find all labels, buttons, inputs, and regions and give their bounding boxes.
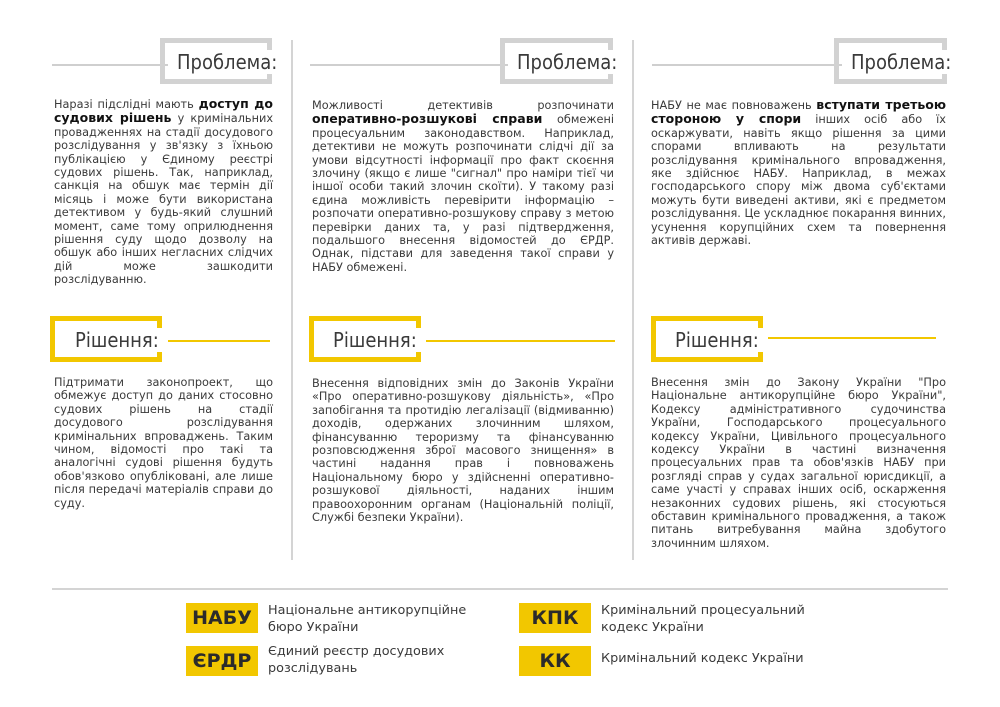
solution-text: Внесення відповідних змін до Законів України «Про оперативно-розшукову діяльність», «Про запобігання та протидію легалізації (відмиванню) доходів, одержаних злочинним шляхом, фінансуванню тероризму та фінансуванню розповсюдження зброї масового знищення» в частині надання прав і повноважень Національному бюро у здійсненні оперативно-розшукової діяльності, наданих іншим правоохоронним органам (Національній поліції, Службі безпеки України).: [312, 377, 614, 525]
abbr-description: Єдиний реєстр досудових розслідувань: [268, 644, 445, 676]
abbr-badge: НАБУ: [186, 603, 258, 633]
solution-heading: Рішення:: [324, 328, 426, 352]
problem-highlight: оперативно-розшукові справи: [312, 111, 543, 127]
solution-text: Внесення змін до Закону України "Про Національне антикорупційне бюро України", Кодексу адміністративного судочинства України, Господарського процесуального кодексу України, Цивільного процесуального кодексу України в частині визначення процесуальних прав та обов'язків НАБУ при розгляді справ у судах загальної юрисдикції, а саме участі у справах інших осіб, оскарження незаконних судових рішень, які стосуються обставин кримінального провадження, а також питань витребування майна здобутого злочинним шляхом.: [651, 376, 946, 550]
abbr-description: Кримінальний процесуальний кодекс України: [601, 603, 805, 635]
problem-text: НАБУ не має повноважень вступати третьою стороною у спори інших осіб або їх оскаржувати, навіть якщо рішення за цими спорами впливають на результати розслідування кримінального впровадження, яке здійснює НАБУ. Наприклад, в межах господарського спору між двома суб'єктами можуть бути виведені активи, які є предметом розслідування. Це ускладнює покарання винних, усунення корупційних схем та повернення активів державі.: [651, 97, 946, 248]
problem-rule: [52, 64, 172, 66]
problem-heading: Проблема:: [842, 50, 960, 74]
abbr-badge: КК: [519, 646, 591, 676]
footer-divider: [52, 588, 948, 590]
problem-text: Наразі підслідні мають доступ до судових рішень у кримінальних провадженнях на стадії досудового розслідування у зв'язку з їхньою публікацією у Єдиному реєстрі судових рішень. Так, наприклад, санкція на обшук має термін дії місяць і може бути використана детективом у будь-який слушний момент, саме тому оприлюднення рішення суду щодо дозволу на обшук або інших негласних слідчих дій може зашкодити розслідуванню.: [54, 96, 274, 287]
abbr-badge: КПК: [519, 603, 591, 633]
column-divider: [291, 40, 293, 560]
abbr-badge: ЄРДР: [186, 646, 258, 676]
solution-text: Підтримати законопроект, що обмежує доступ до даних стосовно судових рішень на стадії досудового розслідування кримінальних впроваджень. Таким чином, відомості про такі та аналогічні судові рішення будуть обов'язково опубліковані, але лише після передачі матеріалів справи до суду.: [54, 376, 273, 510]
solution-rule: [752, 337, 936, 339]
abbr-description: Національне антикорупційне бюро України: [268, 603, 467, 635]
problem-text: Можливості детективів розпочинати оперативно-розшукові справи обмежені процесуальним законодавством. Наприклад, детективи не можуть розпочинати слідчі дії за умови відсутності інформації про факт скоєння злочину (якщо є лише "сигнал" про наміри тієї чи іншої особи такий злочин скоїти). У такому разі єдина можливість перевірити інформацію – розпочати оперативно-розшукову справу з метою перевірки даних та, у разі підтвердження, подальшого внесення відомостей до ЄРДР. Однак, підстави для заведення такої справи у НАБУ обмежені.: [312, 99, 614, 274]
solution-heading: Рішення:: [66, 328, 168, 352]
problem-heading: Проблема:: [508, 50, 626, 74]
column-divider: [632, 40, 634, 560]
solution-rule: [410, 340, 615, 342]
problem-rule: [652, 64, 852, 66]
problem-rule: [310, 64, 515, 66]
problem-highlight: вступати третьою стороною у спори: [651, 97, 946, 127]
solution-rule: [150, 340, 270, 342]
problem-heading: Проблема:: [168, 50, 286, 74]
abbr-description: Кримінальний кодекс України: [601, 651, 804, 666]
solution-heading: Рішення:: [666, 328, 768, 352]
problem-highlight: доступ до судових рішень: [54, 96, 273, 126]
